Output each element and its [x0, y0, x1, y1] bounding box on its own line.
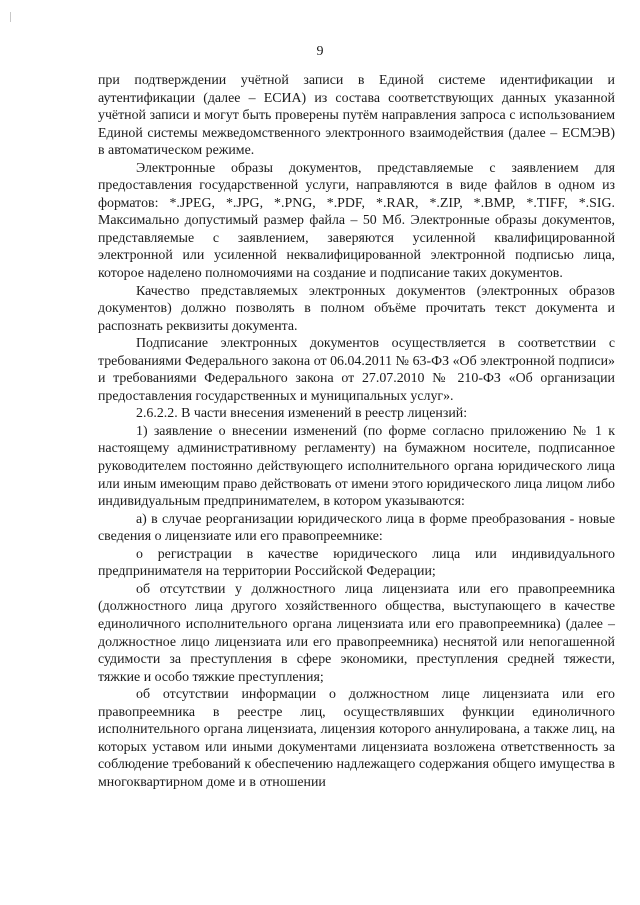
paragraph-document-quality: Качество представляемых электронных документов (электронных образов документов) должно позволять в полном объёме прочитать текст документа и распознать реквизиты документа. [98, 283, 615, 334]
paragraph-electronic-images: Электронные образы документов, представляемые с заявлением для предоставления государственной услуги, направляются в виде файлов в одном из форматов: *.JPEG, *.JPG, *.PNG, *.PDF, *.RAR, *.ZIP, *.BMP, *.TIFF, *.SIG. Максимально допустимый размер файла – 50 Мб. Электронные образы документов, представляемые с заявлением, заверяются усиленной квалифицированной электронной или усиленной неквалифицированной электронной подписью лица, которое наделено полномочиями на создание и подписание таких документов. [98, 160, 615, 282]
page-number: 9 [316, 44, 324, 59]
paragraph-no-registry-record: об отсутствии информации о должностном лице лицензиата или его правопреемника в реестре лиц, осуществлявших функции единоличного исполнительного органа лицензиата, лицензия которого аннулирована, а также лиц, на которых уставом или иными документами лицензиата возложена ответственность за соблюдение требований к обеспечению надлежащего содержания общего имущества в многоквартирном доме и в отношении [98, 687, 615, 790]
list-item-application: 1) заявление о внесении изменений (по форме согласно приложению № 1 к настоящему административному регламенту) на бумажном носителе, подписанное руководителем постоянно действующего исполнительного органа юридического лица или иным имеющим право действовать от имени этого юридического лица лицом либо индивидуальным предпринимателем, в котором указываются: [98, 423, 615, 510]
body-text [98, 72, 615, 791]
list-item-reorganization: а) в случае реорганизации юридического лица в форме преобразования - новые сведения о лицензиате или его правопреемнике: [98, 511, 615, 545]
scan-margin-mark [10, 12, 11, 22]
paragraph-no-criminal-record: об отсутствии у должностного лица лицензиата или его правопреемника (должностного лица другого хозяйственного общества, выступающего в качестве единоличного исполнительного органа лицензиата или его правопреемника) (далее – должностное лицо лицензиата или его правопреемника) неснятой или непогашенной судимости за преступления в сфере экономики, преступления средней тяжести, тяжкие и особо тяжкие преступления; [98, 581, 615, 685]
paragraph-signing: Подписание электронных документов осуществляется в соответствии с требованиями Федерального закона от 06.04.2011 № 63-ФЗ «Об электронной подписи» и требованиями Федерального закона от 27.07.2010 № 210-ФЗ «Об организации предоставления государственных и муниципальных услуг». [98, 336, 615, 404]
paragraph-continuation: при подтверждении учётной записи в Единой системе идентификации и аутентификации (далее – ЕСИА) из состава соответствующих данных указанной учётной записи и могут быть проверены путём направления запроса с использованием Единой системы межведомственного электронного взаимодействия (далее – ЕСМЭВ) в автоматическом режиме. [98, 73, 615, 159]
paragraph-registration: о регистрации в качестве юридического лица или индивидуального предпринимателя на территории Российской Федерации; [98, 546, 615, 580]
section-heading-registry-changes: 2.6.2.2. В части внесения изменений в реестр лицензий: [136, 406, 468, 422]
